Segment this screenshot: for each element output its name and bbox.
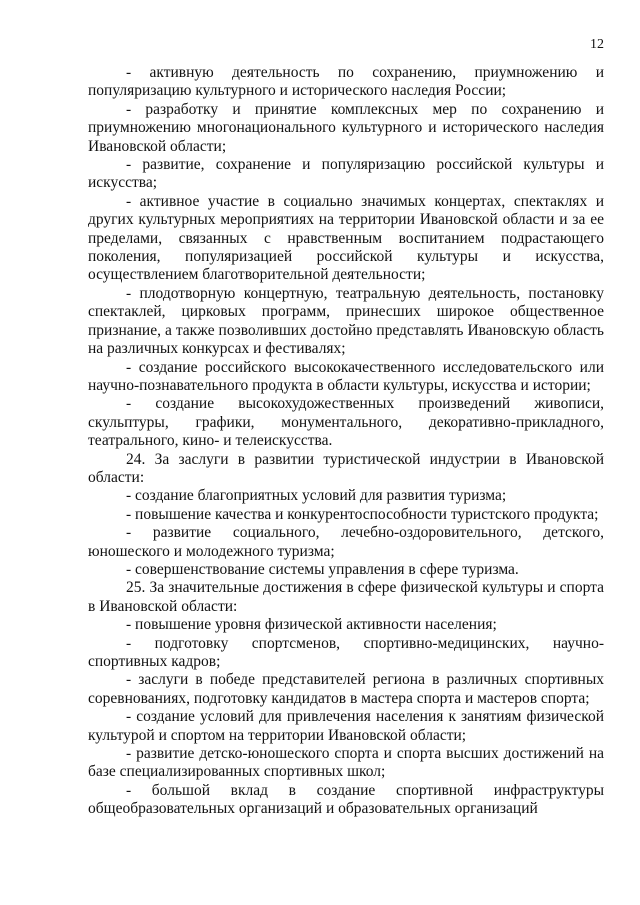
paragraph-athlete-training: - подготовку спортсменов, спортивно-медицинских, научно-спортивных кадров; — [88, 634, 604, 670]
paragraph-social-events: - активное участие в социально значимых концертах, спектаклях и других культурных мероприятиях на территории Ивановской области и за ее пределами, связанных с нравственным воспитанием подрастающего поколения, популяризацией российской культуры и искусства, осуществлением благотворительной деятельности; — [88, 192, 604, 284]
paragraph-sport-conditions: - создание условий для привлечения населения к занятиям физической культурой и спортом на территории Ивановской области; — [88, 708, 604, 744]
paragraph-physical-activity: - повышение уровня физической активности населения; — [126, 616, 497, 634]
paragraph-competition-merits: - заслуги в победе представителей региона в различных спортивных соревнованиях, подготовку кандидатов в мастера спорта и мастеров спорта; — [88, 671, 604, 707]
section-24-heading: 24. За заслуги в развитии туристической индустрии в Ивановской области: — [88, 450, 604, 486]
paragraph-sport-infrastructure: - большой вклад в создание спортивной инфраструктуры общеобразовательных организаций и образовательных организаций — [88, 781, 604, 818]
paragraph-tourism-conditions: - создание благоприятных условий для развития туризма; — [126, 487, 507, 505]
paragraph-tourism-management: - совершенствование системы управления в сфере туризма. — [126, 560, 519, 578]
paragraph-heritage-measures: - разработку и принятие комплексных мер по сохранению и приумножению многонационального культурного и исторического наследия Ивановской области; — [88, 100, 604, 155]
paragraph-research-product: - создание российского высококачественного исследовательского или научно-познавательного продукта в области культуры, искусства и истории; — [88, 358, 604, 394]
paragraph-concert-activity: - плодотворную концертную, театральную деятельность, постановку спектаклей, цирковых программ, принесших широкое общественное признание, а также позволивших достойно представлять Ивановскую область на различных конкурсах и фестивалях; — [88, 284, 604, 358]
paragraph-heritage-activity: - активную деятельность по сохранению, приумножению и популяризацию культурного и исторического наследия России; — [88, 64, 604, 100]
paragraph-youth-sport: - развитие детско-юношеского спорта и спорта высших достижений на базе специализированных спортивных школ; — [88, 745, 604, 781]
paragraph-artworks: - создание высокохудожественных произведений живописи, скульптуры, графики, монументального, декоративно-прикладного, театрального, кино- и телеискусства. — [88, 395, 604, 450]
section-25-heading: 25. За значительные достижения в сфере физической культуры и спорта в Ивановской области: — [88, 579, 604, 615]
page-number: 12 — [590, 37, 604, 52]
paragraph-culture-development: - развитие, сохранение и популяризацию российской культуры и искусства; — [88, 156, 604, 192]
document-body — [88, 64, 604, 819]
paragraph-tourism-quality: - повышение качества и конкурентоспособности туристского продукта; — [126, 505, 599, 523]
paragraph-tourism-types: - развитие социального, лечебно-оздоровительного, детского, юношеского и молодежного туризма; — [88, 524, 604, 560]
